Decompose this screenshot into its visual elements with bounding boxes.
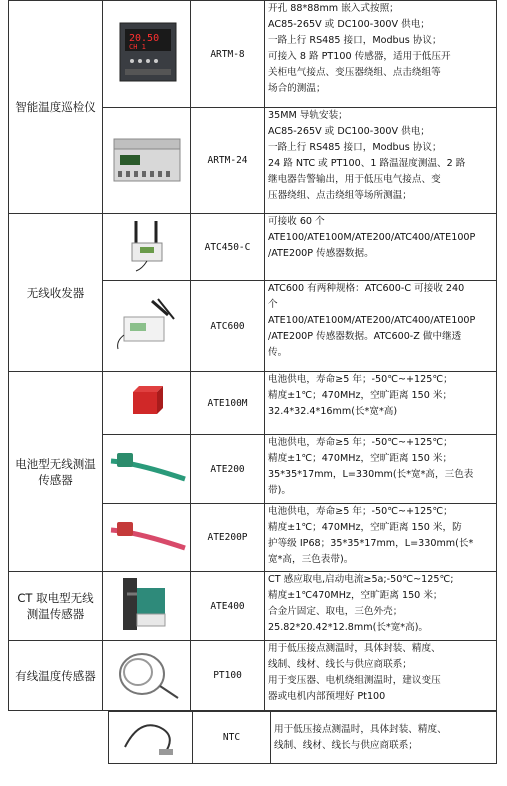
description-cell [265,572,497,641]
description-cell [265,1,497,108]
description-cell [265,372,497,435]
svg-text:CH 1: CH 1 [128,43,146,51]
category-cell: CT 取电型无线测温传感器 [9,572,103,641]
model-cell: ARTM-8 [191,1,265,108]
desc-line: 合金片固定、取电，三色外壳； [268,606,403,617]
model-cell: PT100 [191,641,265,711]
artm8-panel-meter-icon [103,1,191,108]
desc-line: 一路上行 RS485 接口，Modbus 协议； [268,142,442,153]
desc-line: /ATE200P 传感器数据。ATC600-Z 做中继透 [268,331,462,342]
table-row [9,214,497,281]
table-row [109,712,497,764]
desc-line: 25.82*20.42*12.8mm(长*宽*高)。 [268,622,429,633]
description-cell [265,641,497,711]
desc-line: 精度±1℃；470MHz，空旷距离 150 米； [268,390,453,401]
description-cell [265,435,497,504]
ate400-ct-clamp-icon [103,572,191,641]
svg-text:20.50: 20.50 [128,33,159,44]
desc-line: 器或电机内部预埋好 Pt100 [268,691,386,702]
desc-line: 32.4*32.4*16mm(长*宽*高) [268,406,398,417]
desc-line: 带)。 [268,485,291,496]
desc-line: ATC600 有两种规格：ATC600-C 可接收 240 [268,283,465,294]
model-cell: ATC450-C [191,214,265,281]
product-table [8,0,497,711]
desc-line: 电池供电，寿命≥5 年；-50℃~+125℃； [268,437,453,448]
model-cell: ATE100M [191,372,265,435]
desc-line: ATE100/ATE100M/ATE200/ATC400/ATE100P [268,232,476,243]
artm24-din-rail-icon [103,108,191,214]
desc-line: CT 感应取电,启动电流≥5a;-50℃~125℃; [268,574,454,585]
category-cell: 有线温度传感器 [9,641,103,711]
model-cell: ATE400 [191,572,265,641]
desc-line: 关柜电气接点、变压器绕组、点击绕组等 [268,67,441,78]
desc-line: /ATE200P 传感器数据。 [268,248,374,259]
desc-line: AC85-265V 或 DC100-300V 供电； [268,126,430,137]
model-cell: ATE200 [191,435,265,504]
desc-line: ATE100/ATE100M/ATE200/ATC400/ATE100P [268,315,476,326]
description-cell [265,214,497,281]
ntc-table [108,711,497,764]
table-row [9,1,497,108]
model-cell: NTC [193,712,271,764]
desc-line: 可接收 60 个 [268,216,325,227]
ate100m-red-box-icon [103,372,191,435]
description-cell [271,712,497,764]
category-cell: 无线收发器 [9,214,103,372]
desc-line: 一路上行 RS485 接口，Modbus 协议； [268,35,442,46]
desc-line: 传。 [268,347,288,358]
desc-line: 继电器告警输出，用于低压电气接点、变 [268,174,441,185]
desc-line: 可接入 8 路 PT100 传感器，适用于低压开 [268,51,451,62]
table-row [9,372,497,435]
ate200-green-strap-icon [103,435,191,504]
desc-line: 场合的测温； [268,83,326,94]
desc-line: 精度±1℃；470MHz，空旷距离 150 米，防 [268,522,462,533]
desc-line: 护等级 IP68；35*35*17mm，L=330mm(长* [268,538,474,549]
desc-line: 35*35*17mm，L=330mm(长*宽*高，三色表 [268,469,474,480]
desc-line: AC85-265V 或 DC100-300V 供电； [268,19,430,30]
atc600-antenna-icon [103,281,191,372]
ntc-cable-icon [109,712,193,764]
pt100-cable-icon [103,641,191,711]
model-cell: ATE200P [191,504,265,572]
table-row [9,572,497,641]
description-cell [265,504,497,572]
model-cell: ARTM-24 [191,108,265,214]
desc-line: 精度±1℃470MHz，空旷距离 150 米； [268,590,443,601]
desc-line: 24 路 NTC 或 PT100、1 路温湿度测温、2 路 [268,158,466,169]
description-cell [265,108,497,214]
desc-line: 宽*高，三色表带)。 [268,554,354,565]
desc-line: 线制、线材、线长与供应商联系； [274,739,418,751]
desc-line: 个 [268,299,278,310]
desc-line: 精度±1℃；470MHz，空旷距离 150 米； [268,453,453,464]
atc450-antenna-icon [103,214,191,281]
desc-line: 用于低压接点测温时，具体封装、精度、 [268,643,441,654]
category-cell: 电池型无线测温传感器 [9,372,103,572]
desc-line: 用于变压器、电机绕组测温时，建议变压 [268,675,441,686]
category-cell: 智能温度巡检仪 [9,1,103,214]
table-row [9,641,497,711]
desc-line: 35MM 导轨安装； [268,110,348,121]
desc-line: 用于低压接点测温时，具体封装、精度、 [274,723,447,735]
desc-line: 开孔 88*88mm 嵌入式按照； [268,3,399,14]
desc-line: 电池供电，寿命≥5 年；-50℃~+125℃； [268,506,453,517]
desc-line: 电池供电，寿命≥5 年；-50℃~+125℃； [268,374,453,385]
desc-line: 压器绕组、点击绕组等场所测温； [268,190,412,201]
ate200p-red-strap-icon [103,504,191,572]
description-cell [265,281,497,372]
desc-line: 线制、线材、线长与供应商联系； [268,659,412,670]
model-cell: ATC600 [191,281,265,372]
